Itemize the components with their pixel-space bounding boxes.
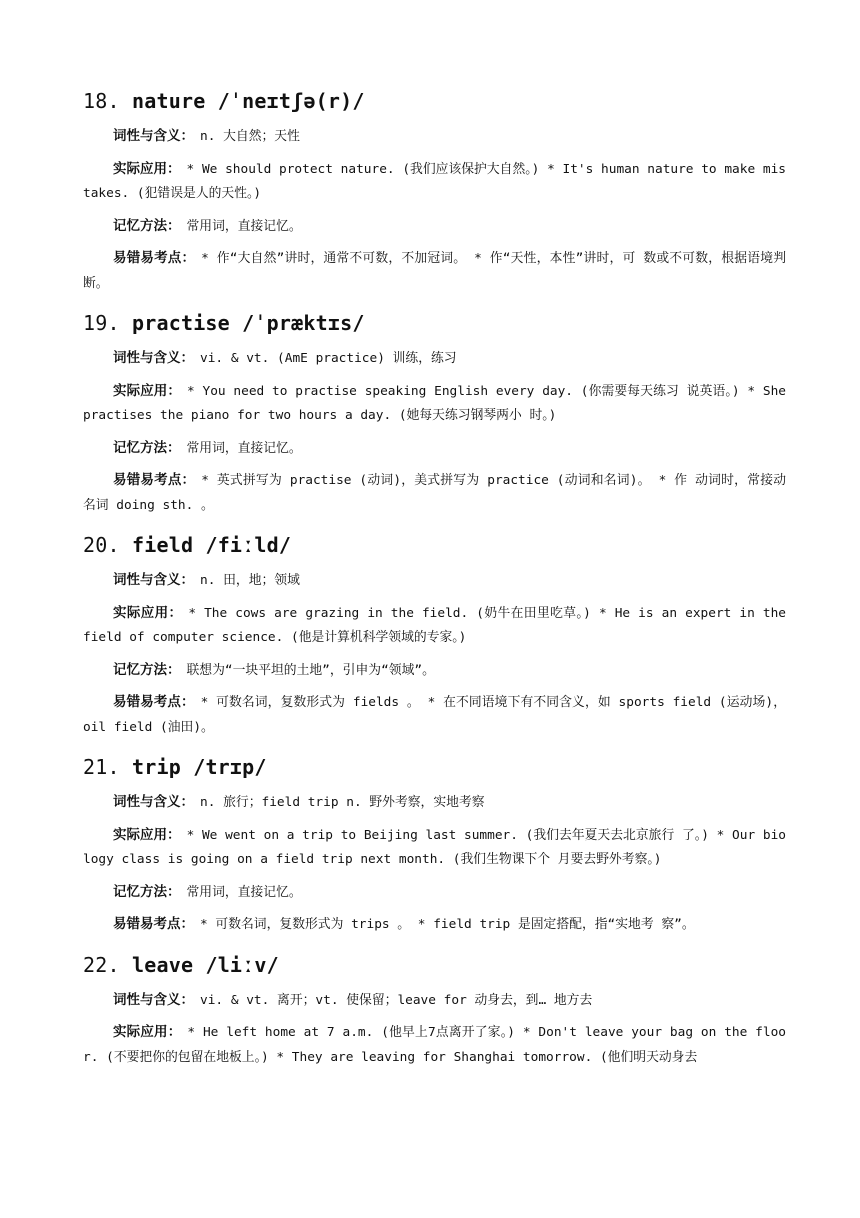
meaning-label: 词性与含义：: [113, 991, 194, 1008]
entry-word: field: [131, 533, 194, 557]
meaning-label: 词性与含义：: [113, 350, 194, 366]
entry-heading: [83, 752, 786, 782]
pitfalls-text: * 英式拼写为 practise (动词)，美式拼写为 practice (动词和名词)。 * 作 动词时，常接动名词 doing sth. 。: [83, 473, 786, 513]
entry-word: nature: [131, 89, 206, 113]
pitfalls-line: [83, 690, 786, 740]
pitfalls-line: [83, 246, 786, 296]
pitfalls-label: 易错易考点：: [113, 250, 196, 266]
entry-word: leave: [131, 952, 194, 977]
pitfalls-text: * 作“大自然”讲时，通常不可数，不加冠词。 * 作“天性，本性”讲时，可 数或不可数，根据语境判断。: [83, 251, 786, 291]
usage-text: * He left home at 7 a.m. (他早上7点离开了家。) * Don't leave your bag on the floor. (不要把你的包留在地板上。) * They are leaving for Shanghai tomorrow. (他们明天动身去: [83, 1025, 787, 1065]
vocab-entry: [83, 950, 786, 1071]
memory-label: 记忆方法：: [113, 439, 181, 456]
usage-label: 实际应用：: [113, 604, 183, 621]
vocab-entry: [83, 752, 786, 938]
entry-number: 18.: [83, 89, 120, 113]
usage-text: * You need to practise speaking English every day. (你需要每天练习 说英语。) * She practises the piano for two hours a day. (她每天练习钢琴两小 时。): [83, 383, 786, 423]
entry-number: 21.: [83, 755, 120, 779]
usage-label: 实际应用：: [113, 1024, 182, 1040]
pitfalls-text: * 可数名词，复数形式为 trips 。 * field trip 是固定搭配，指“实地考 察”。: [200, 917, 695, 932]
entry-heading: [83, 530, 786, 560]
entry-heading: [83, 950, 786, 980]
entry-heading: [83, 308, 786, 338]
meaning-text: n. 旅行；field trip n. 野外考察，实地考察: [200, 795, 485, 810]
memory-text: 常用词，直接记忆。: [186, 218, 302, 234]
entry-number: 20.: [83, 533, 120, 557]
usage-text: * The cows are grazing in the field. (奶牛在田里吃草。) * He is an expert in the field of computer science. (他是计算机科学领域的专家。): [83, 605, 787, 645]
pitfalls-line: [83, 912, 786, 938]
pitfalls-label: 易错易考点：: [113, 694, 195, 710]
meaning-label: 词性与含义：: [113, 128, 194, 144]
meaning-text: vi. & vt. 离开；vt. 使保留；leave for 动身去，到… 地方去: [200, 992, 593, 1008]
pitfalls-label: 易错易考点：: [113, 472, 196, 488]
entry-phonetic: /liːv/: [205, 952, 279, 977]
usage-label: 实际应用：: [113, 160, 181, 177]
memory-line: [83, 436, 786, 462]
entry-word: trip: [131, 755, 181, 779]
memory-text: 常用词，直接记忆。: [186, 440, 302, 456]
meaning-text: n. 田，地；领域: [200, 573, 300, 588]
usage-line: [83, 379, 786, 429]
pitfalls-label: 易错易考点：: [113, 916, 194, 932]
memory-line: [83, 880, 786, 906]
memory-line: [83, 658, 786, 684]
entry-phonetic: /trɪp/: [193, 755, 267, 779]
pitfalls-text: * 可数名词，复数形式为 fields 。 * 在不同语境下有不同含义，如 sports field (运动场)， oil field (油田)。: [83, 695, 786, 735]
usage-line: [83, 601, 786, 651]
entry-number: 19.: [83, 311, 120, 335]
entry-phonetic: /ˈpræktɪs/: [242, 311, 365, 335]
memory-label: 记忆方法：: [113, 661, 181, 678]
meaning-label: 词性与含义：: [113, 572, 194, 588]
vocab-entry: [83, 530, 786, 740]
usage-line: [83, 1020, 786, 1070]
memory-label: 记忆方法：: [113, 217, 181, 234]
usage-line: [83, 157, 786, 207]
meaning-line: [83, 790, 786, 816]
usage-text: * We went on a trip to Beijing last summer. (我们去年夏天去北京旅行 了。) * Our biology class is going on a field trip next month. (我们生物课下个 月要去野外考察。): [83, 827, 787, 867]
memory-text: 联想为“一块平坦的土地”，引申为“领域”。: [186, 662, 435, 678]
usage-line: [83, 823, 786, 873]
meaning-line: [83, 568, 786, 594]
meaning-text: n. 大自然；天性: [200, 129, 300, 144]
meaning-text: vi. & vt. (AmE practice) 训练，练习: [200, 351, 457, 366]
entry-word: practise: [131, 311, 230, 335]
entry-phonetic: /fiːld/: [205, 533, 292, 557]
vocab-entry: [83, 308, 786, 518]
entry-number: 22.: [83, 952, 120, 977]
usage-label: 实际应用：: [113, 382, 181, 399]
pitfalls-line: [83, 468, 786, 518]
meaning-line: [83, 988, 786, 1014]
entry-phonetic: /ˈneɪtʃə(r)/: [217, 89, 365, 113]
memory-text: 常用词，直接记忆。: [186, 884, 302, 900]
meaning-line: [83, 124, 786, 150]
meaning-label: 词性与含义：: [113, 794, 194, 810]
usage-text: * We should protect nature. (我们应该保护大自然。) * It's human nature to make mistakes. (犯错误是人的天性。): [83, 161, 786, 201]
vocab-entry: [83, 86, 786, 296]
memory-line: [83, 214, 786, 240]
memory-label: 记忆方法：: [113, 883, 181, 900]
meaning-line: [83, 346, 786, 372]
usage-label: 实际应用：: [113, 826, 181, 843]
entry-heading: [83, 86, 786, 116]
